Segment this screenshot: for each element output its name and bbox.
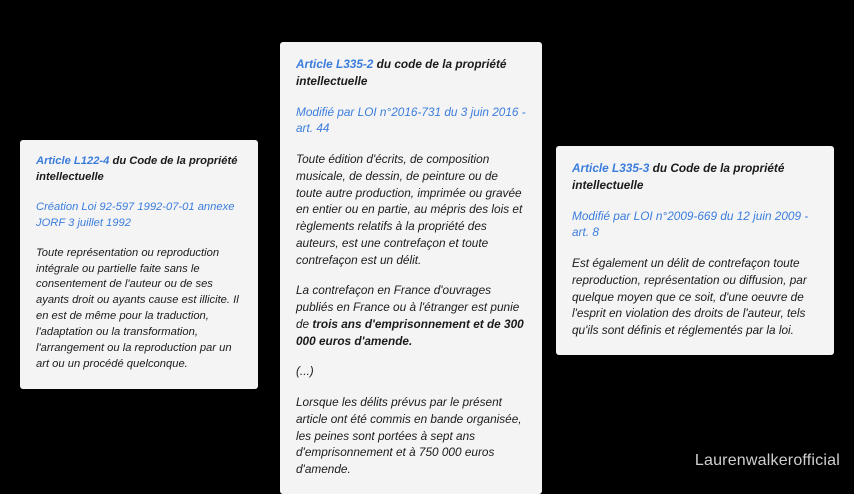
article-paragraph: Est également un délit de contrefaçon toute reproduction, représentation ou diffusion, par quelque moyen que ce soit, d'une oeuvre de l'esprit en violation des droits de l'auteur, tels qu'ils sont définis et réglementés par la loi.: [572, 256, 807, 337]
article-reference: Article L335-2: [296, 57, 374, 71]
article-source: Modifié par LOI n°2009-669 du 12 juin 2009 - art. 8: [572, 208, 809, 240]
article-source: Modifié par LOI n°2016-731 du 3 juin 2016 - art. 44: [296, 104, 526, 136]
legal-card-l122-4: [20, 140, 258, 389]
card-heading: [36, 154, 242, 186]
legal-card-l335-3: [556, 146, 834, 355]
article-paragraph: Lorsque les délits prévus par le présent article ont été commis en bande organisée, les peines sont portées à sept ans d'emprisonnement et à 750 000 euros d'amende.: [296, 395, 522, 476]
article-reference-suffix: du code de la propriété intellectuelle: [296, 57, 507, 88]
highlight-penalty: trois ans d'emprisonnement et de 300 000 euros d'amende.: [296, 316, 524, 348]
article-paragraph: Toute édition d'écrits, de composition musicale, de dessin, de peinture ou de toute autre production, imprimée ou gravée en entier ou en partie, au mépris des lois et règlements relatifs à la propriété des auteurs, est une contrefaçon et toute contrefaçon est un délit.: [296, 152, 523, 267]
legal-card-l335-2: [280, 42, 542, 494]
highlight-lead: La contrefaçon en France d'ouvrages publiés en France ou à l'étranger est punie de: [296, 283, 520, 331]
article-paragraph: Toute représentation ou reproduction intégrale ou partielle faite sans le consentement de l'auteur ou de ses ayants droit ou ayants cause est illicite. Il en est de même pour la traduction, l'adaptation ou la transformation, l'arrangement ou la reproduction par un art ou un procédé quelconque.: [36, 246, 239, 370]
article-reference: Article L122-4: [36, 155, 110, 167]
article-paragraph: (...): [296, 364, 314, 379]
article-reference: Article L335-3: [572, 161, 650, 175]
card-heading: [572, 160, 818, 194]
watermark-text: Laurenwalkerofficial: [694, 452, 840, 469]
article-reference-suffix: du Code de la propriété intellectuelle: [572, 161, 785, 192]
article-source: Création Loi 92-597 1992-07-01 annexe JORF 3 juillet 1992: [36, 200, 235, 229]
article-reference-suffix: du Code de la propriété intellectuelle: [36, 155, 238, 183]
article-paragraph-highlight: [296, 282, 526, 349]
card-heading: [296, 56, 526, 90]
